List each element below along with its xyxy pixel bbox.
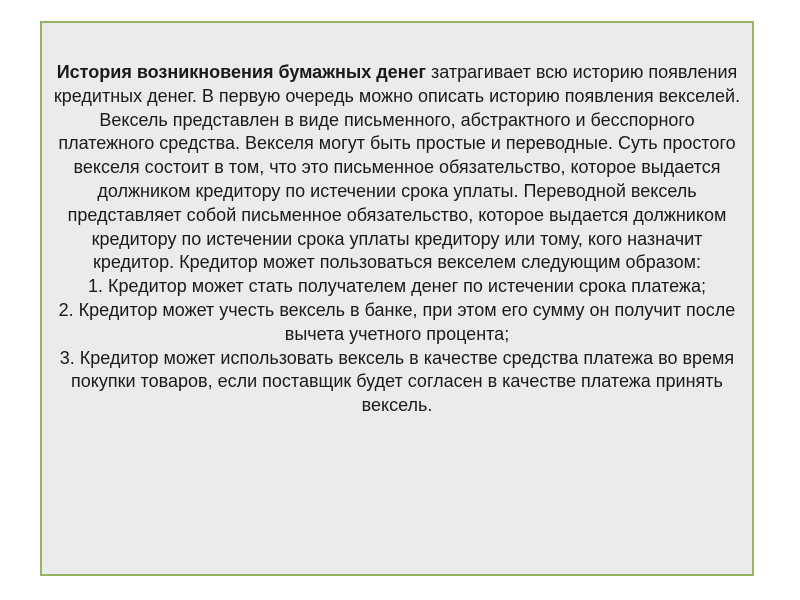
intro-paragraph — [50, 61, 744, 275]
text-panel — [40, 21, 754, 576]
list-item-1: 1. Кредитор может стать получателем денег по истечении срока платежа; — [88, 276, 706, 297]
list-item-2: 2. Кредитор может учесть вексель в банке, при этом его сумму он получит после вычета учетного процента; — [58, 299, 736, 344]
intro-text: затрагивает всю историю появления кредитных денег. В первую очередь можно описать историю появления векселей. Вексель представлен в виде письменного, абстрактного и бесспорного платежного средства. Векселя могут быть простые и переводные. Суть простого векселя состоит в том, что это письменное обязательство, которое выдается должником кредитору по истечении срока уплаты. Переводной вексель представляет собой письменное обязательство, которое выдается должником кредитору по истечении срока уплаты кредитору или тому, кого назначит кредитор. Кредитор может пользоваться векселем следующим образом: — [53, 62, 741, 273]
list-item-3: 3. Кредитор может использовать вексель в качестве средства платежа во время покупки товаров, если поставщик будет согласен в качестве платежа принять вексель. — [59, 347, 735, 416]
text-body — [42, 61, 752, 418]
heading: История возникновения бумажных денег — [56, 62, 427, 82]
